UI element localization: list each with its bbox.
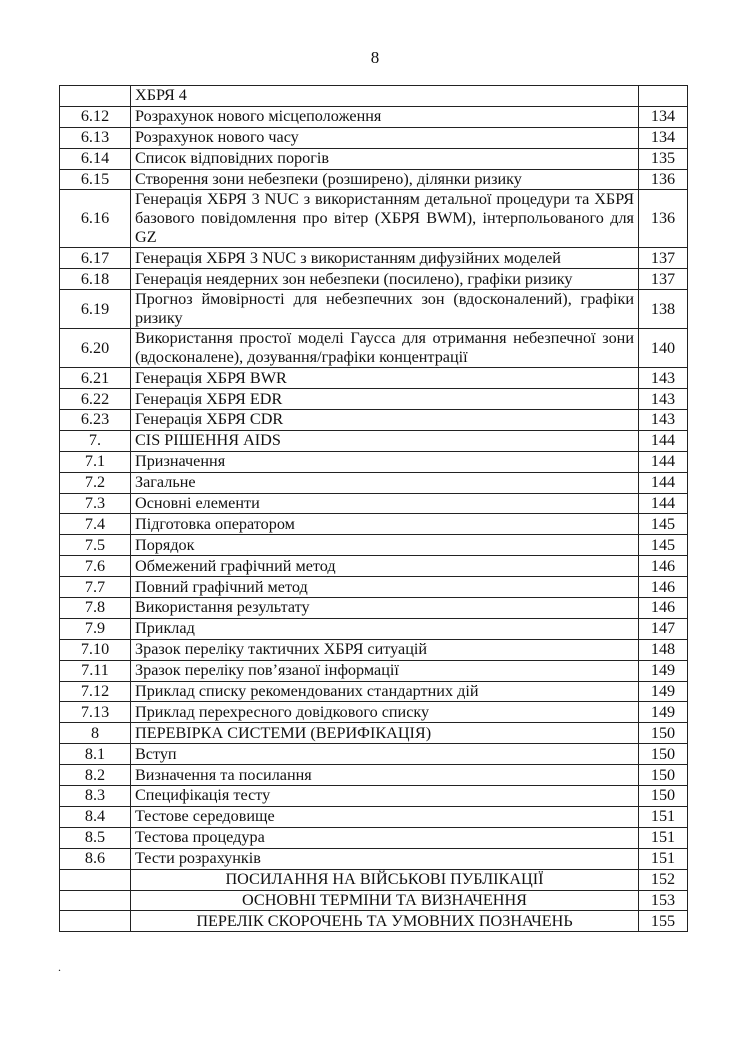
toc-page-number: 146 [639, 598, 688, 619]
toc-page-number: 150 [639, 723, 688, 744]
toc-row [60, 190, 688, 248]
toc-row [60, 290, 688, 329]
toc-row [60, 618, 688, 639]
toc-section-title: Тестове середовище [131, 806, 639, 827]
toc-section-title: ПЕРЕЛІК СКОРОЧЕНЬ ТА УМОВНИХ ПОЗНАЧЕНЬ [131, 911, 639, 932]
toc-section-title: Зразок переліку тактичних ХБРЯ ситуацій [131, 639, 639, 660]
toc-section-number: 6.12 [60, 106, 131, 127]
toc-row [60, 911, 688, 932]
toc-section-number: 6.23 [60, 410, 131, 431]
toc-row [60, 535, 688, 556]
toc-section-title: Тестова процедура [131, 827, 639, 848]
toc-page-number: 149 [639, 660, 688, 681]
toc-section-title: Обмежений графічний метод [131, 556, 639, 577]
toc-page-number: 134 [639, 106, 688, 127]
toc-row [60, 827, 688, 848]
toc-section-title: ПЕРЕВІРКА СИСТЕМИ (ВЕРИФІКАЦІЯ) [131, 723, 639, 744]
toc-row [60, 723, 688, 744]
toc-row [60, 660, 688, 681]
toc-section-title: Приклад перехресного довідкового списку [131, 702, 639, 723]
toc-row [60, 744, 688, 765]
toc-page-number: 137 [639, 269, 688, 290]
toc-section-title: Генерація неядерних зон небезпеки (посилено), графіки ризику [131, 269, 639, 290]
toc-section-title: ОСНОВНІ ТЕРМІНИ ТА ВИЗНАЧЕННЯ [131, 890, 639, 911]
toc-page-number: 149 [639, 681, 688, 702]
toc-page-number: 150 [639, 765, 688, 786]
toc-section-number: 8 [60, 723, 131, 744]
toc-section-number: 8.3 [60, 786, 131, 807]
toc-section-number [60, 890, 131, 911]
toc-section-number [60, 86, 131, 107]
toc-section-number: 7.4 [60, 514, 131, 535]
toc-page-number: 144 [639, 472, 688, 493]
toc-page-number: 145 [639, 514, 688, 535]
toc-section-number: 6.19 [60, 290, 131, 329]
toc-page-number: 135 [639, 148, 688, 169]
toc-row [60, 410, 688, 431]
toc-section-title: Генерація ХБРЯ 3 NUC з використанням детальної процедури та ХБРЯ базового повідомлення про вітер (ХБРЯ BWM), інтерпольованого для GZ [131, 190, 639, 248]
toc-section-title: Специфікація тесту [131, 786, 639, 807]
toc-section-title: Створення зони небезпеки (розширено), ділянки ризику [131, 169, 639, 190]
toc-section-number: 7.11 [60, 660, 131, 681]
toc-section-title: Повний графічний метод [131, 577, 639, 598]
page-number: 8 [370, 48, 380, 67]
toc-section-number: 6.20 [60, 329, 131, 368]
toc-section-title: Призначення [131, 451, 639, 472]
toc-section-title: Приклад списку рекомендованих стандартних дій [131, 681, 639, 702]
toc-section-title: Прогноз ймовірності для небезпечних зон (вдосконалений), графіки ризику [131, 290, 639, 329]
toc-section-title: Розрахунок нового часу [131, 127, 639, 148]
toc-section-number: 6.17 [60, 248, 131, 269]
toc-page-number: 149 [639, 702, 688, 723]
toc-page-number: 146 [639, 556, 688, 577]
toc-section-title: ХБРЯ 4 [131, 86, 639, 107]
toc-row [60, 806, 688, 827]
toc-page-number: 136 [639, 190, 688, 248]
toc-page-number: 134 [639, 127, 688, 148]
toc-row [60, 577, 688, 598]
toc-page-number: 145 [639, 535, 688, 556]
toc-section-title: Визначення та посилання [131, 765, 639, 786]
toc-row [60, 869, 688, 890]
toc-section-number: 6.21 [60, 368, 131, 389]
toc-row [60, 148, 688, 169]
toc-row [60, 848, 688, 869]
toc-section-number: 7.13 [60, 702, 131, 723]
toc-section-number: 7.5 [60, 535, 131, 556]
toc-page-number: 144 [639, 430, 688, 451]
toc-page-number: 151 [639, 806, 688, 827]
toc-section-number: 8.6 [60, 848, 131, 869]
toc-section-number: 7. [60, 430, 131, 451]
toc-page-number: 152 [639, 869, 688, 890]
toc-section-number: 6.15 [60, 169, 131, 190]
toc-section-number: 8.1 [60, 744, 131, 765]
toc-page-number: 143 [639, 389, 688, 410]
toc-row [60, 248, 688, 269]
toc-row [60, 598, 688, 619]
toc-section-title: Зразок переліку пов’язаної інформації [131, 660, 639, 681]
toc-section-number: 7.2 [60, 472, 131, 493]
toc-section-title: Генерація ХБРЯ CDR [131, 410, 639, 431]
toc-page-number: 144 [639, 493, 688, 514]
toc-row [60, 514, 688, 535]
toc-section-title: Розрахунок нового місцеположення [131, 106, 639, 127]
toc-page-number: 143 [639, 410, 688, 431]
toc-section-number: 7.12 [60, 681, 131, 702]
toc-row [60, 639, 688, 660]
toc-section-number: 6.22 [60, 389, 131, 410]
footer-mark: . [58, 960, 61, 974]
toc-section-number: 7.3 [60, 493, 131, 514]
toc-page-number: 155 [639, 911, 688, 932]
toc-section-title: Список відповідних порогів [131, 148, 639, 169]
toc-page-number [639, 86, 688, 107]
toc-section-number: 6.16 [60, 190, 131, 248]
toc-section-title: Підготовка оператором [131, 514, 639, 535]
table-of-contents [59, 85, 688, 932]
toc-page-number: 150 [639, 786, 688, 807]
toc-section-number: 8.4 [60, 806, 131, 827]
toc-page-number: 143 [639, 368, 688, 389]
toc-row [60, 389, 688, 410]
toc-row [60, 106, 688, 127]
toc-section-title: Загальне [131, 472, 639, 493]
toc-page-number: 146 [639, 577, 688, 598]
toc-section-number: 7.7 [60, 577, 131, 598]
toc-section-number: 7.10 [60, 639, 131, 660]
toc-section-title: Генерація ХБРЯ EDR [131, 389, 639, 410]
toc-row [60, 765, 688, 786]
toc-row [60, 86, 688, 107]
toc-page-number: 137 [639, 248, 688, 269]
toc-row [60, 472, 688, 493]
toc-row [60, 493, 688, 514]
toc-row [60, 451, 688, 472]
toc-section-number: 8.5 [60, 827, 131, 848]
toc-section-number: 7.1 [60, 451, 131, 472]
toc-page-number: 147 [639, 618, 688, 639]
toc-section-title: Використання простої моделі Гаусса для отримання небезпечної зони (вдосконалене), дозування/графіки концентрації [131, 329, 639, 368]
toc-row [60, 127, 688, 148]
toc-row [60, 169, 688, 190]
toc-row [60, 786, 688, 807]
toc-row [60, 556, 688, 577]
toc-section-number: 8.2 [60, 765, 131, 786]
toc-section-number: 6.14 [60, 148, 131, 169]
toc-section-number: 7.9 [60, 618, 131, 639]
toc-section-title: Вступ [131, 744, 639, 765]
toc-section-title: Генерація ХБРЯ 3 NUC з використанням дифузійних моделей [131, 248, 639, 269]
toc-section-title: ПОСИЛАННЯ НА ВІЙСЬКОВІ ПУБЛІКАЦІЇ [131, 869, 639, 890]
toc-section-number: 6.13 [60, 127, 131, 148]
toc-section-title: Використання результату [131, 598, 639, 619]
toc-section-title: Основні елементи [131, 493, 639, 514]
toc-section-title: Тести розрахунків [131, 848, 639, 869]
toc-row [60, 702, 688, 723]
toc-page-number: 153 [639, 890, 688, 911]
toc-page-number: 151 [639, 827, 688, 848]
toc-row [60, 681, 688, 702]
toc-page-number: 150 [639, 744, 688, 765]
toc-section-title: Генерація ХБРЯ BWR [131, 368, 639, 389]
toc-row [60, 269, 688, 290]
toc-page-number: 148 [639, 639, 688, 660]
toc-row [60, 368, 688, 389]
toc-section-title: Приклад [131, 618, 639, 639]
toc-section-number: 6.18 [60, 269, 131, 290]
toc-page-number: 138 [639, 290, 688, 329]
toc-section-title: CIS РІШЕННЯ AIDS [131, 430, 639, 451]
toc-section-number [60, 911, 131, 932]
toc-page-number: 140 [639, 329, 688, 368]
toc-section-number: 7.6 [60, 556, 131, 577]
toc-row [60, 890, 688, 911]
toc-row [60, 329, 688, 368]
toc-page-number: 151 [639, 848, 688, 869]
toc-body [60, 86, 688, 932]
toc-page-number: 136 [639, 169, 688, 190]
toc-section-title: Порядок [131, 535, 639, 556]
toc-page-number: 144 [639, 451, 688, 472]
toc-row [60, 430, 688, 451]
toc-section-number [60, 869, 131, 890]
toc-section-number: 7.8 [60, 598, 131, 619]
